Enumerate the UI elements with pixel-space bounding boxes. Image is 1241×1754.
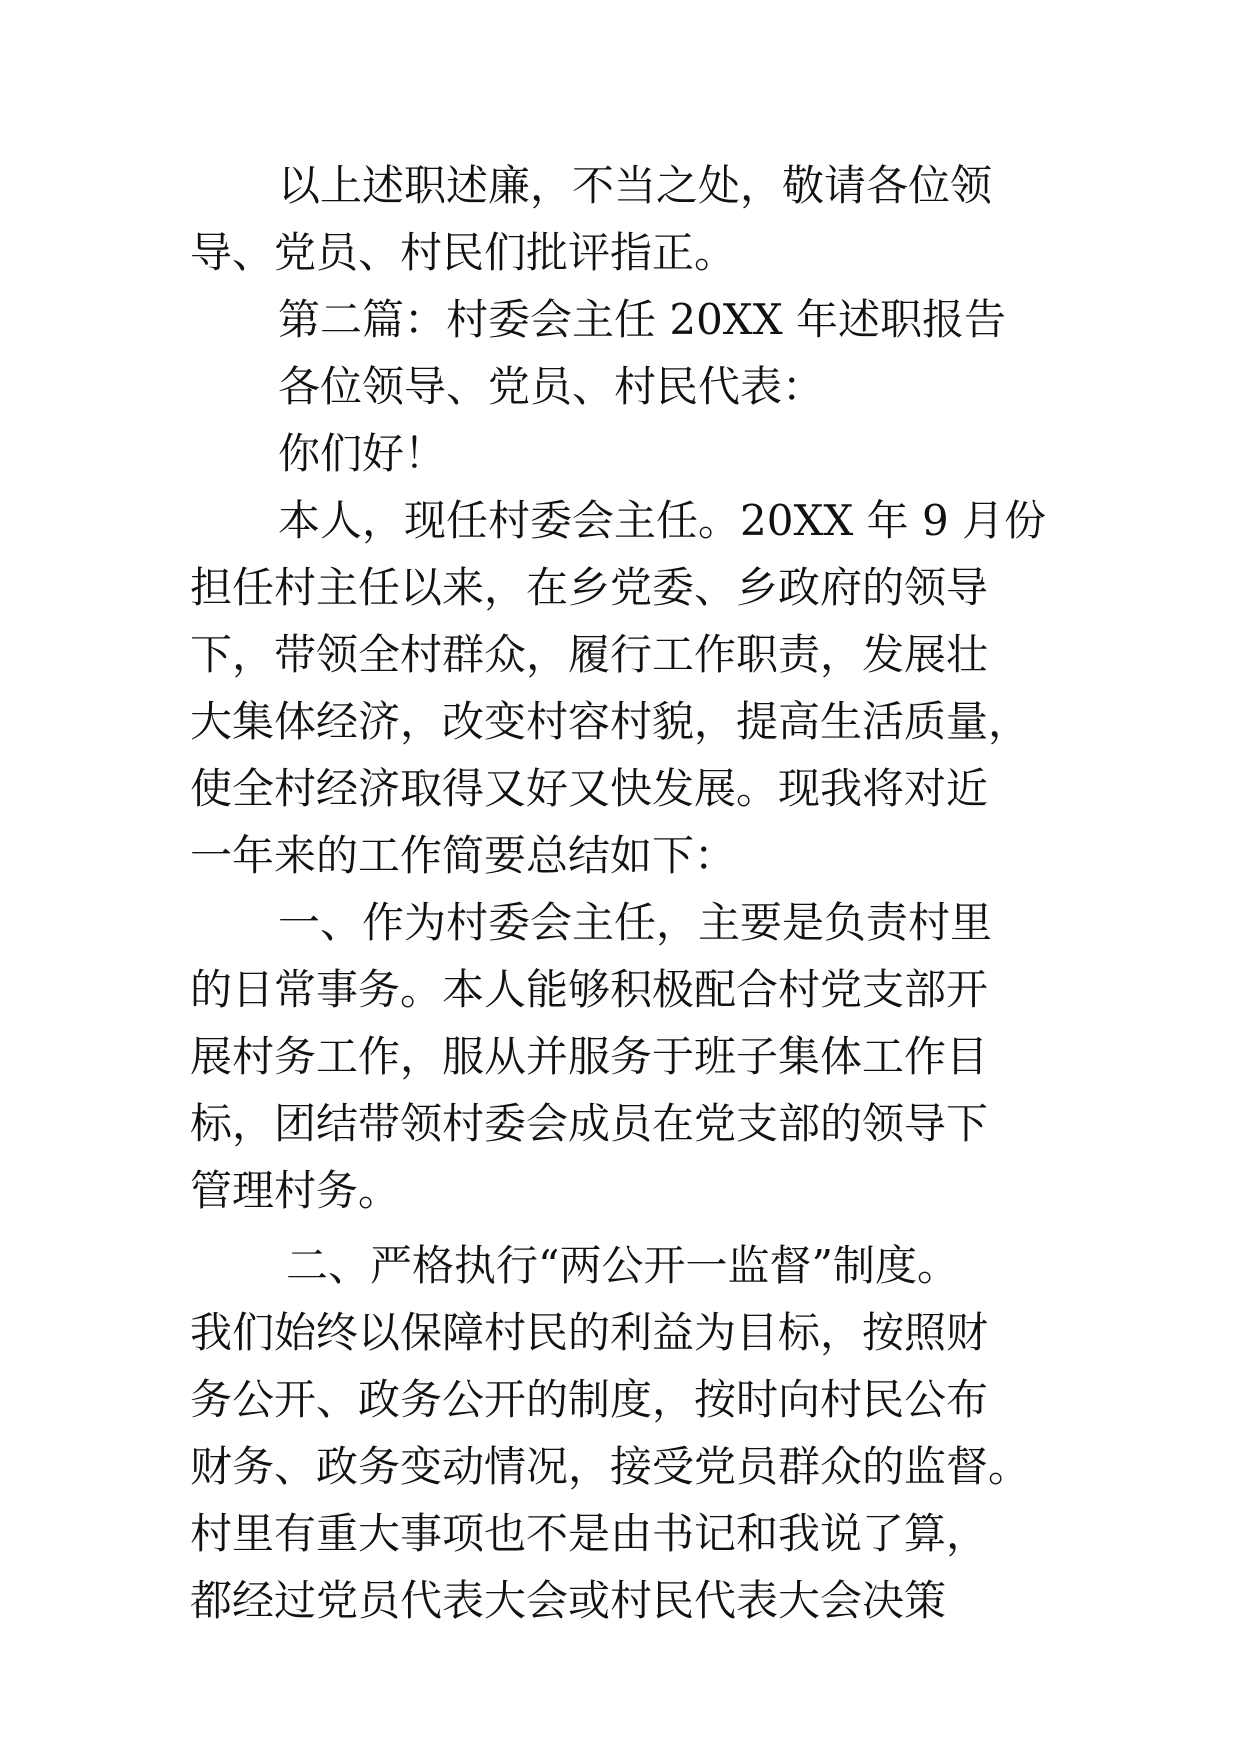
paragraph-line: 一年来的工作简要总结如下： (190, 831, 737, 880)
paragraph-line: 本人，现任村委会主任。20XX 年 9 月份 (278, 496, 1047, 545)
document-body (190, 152, 1050, 1634)
paragraph-line: 担任村主任以来，在乡党委、乡政府的领导 (190, 563, 989, 612)
paragraph-line: 展村务工作，服从并服务于班子集体工作目 (190, 1032, 989, 1081)
paragraph-line: 标，团结带领村委会成员在党支部的领导下 (190, 1099, 989, 1148)
paragraph-line: 下，带领全村群众，履行工作职责，发展壮 (190, 630, 989, 679)
paragraph-line: 管理村务。 (190, 1166, 401, 1215)
paragraph-line: 导、党员、村民们批评指正。 (190, 228, 737, 277)
paragraph-line: 使全村经济取得又好又快发展。现我将对近 (190, 764, 989, 813)
paragraph-line: 我们始终以保障村民的利益为目标，按照财 (190, 1308, 989, 1357)
paragraph-line: 都经过党员代表大会或村民代表大会决策 (190, 1576, 947, 1625)
paragraph-line: 务公开、政务公开的制度，按时向村民公布 (190, 1375, 989, 1424)
salutation-line: 各位领导、党员、村民代表： (278, 362, 825, 411)
greeting-line: 你们好！ (278, 429, 447, 478)
paragraph-line: 二、严格执行“两公开一监督”制度。 (286, 1241, 959, 1290)
paragraph-line: 财务、政务变动情况，接受党员群众的监督。 (190, 1442, 1031, 1491)
paragraph-line: 村里有重大事项也不是由书记和我说了算， (190, 1509, 989, 1558)
paragraph-line: 一、作为村委会主任，主要是负责村里 (278, 898, 993, 947)
section-heading: 第二篇：村委会主任 20XX 年述职报告 (278, 295, 1006, 344)
paragraph-line: 大集体经济，改变村容村貌，提高生活质量， (190, 697, 1031, 746)
paragraph-line: 以上述职述廉，不当之处，敬请各位领 (278, 161, 993, 210)
paragraph-line: 的日常事务。本人能够积极配合村党支部开 (190, 965, 989, 1014)
